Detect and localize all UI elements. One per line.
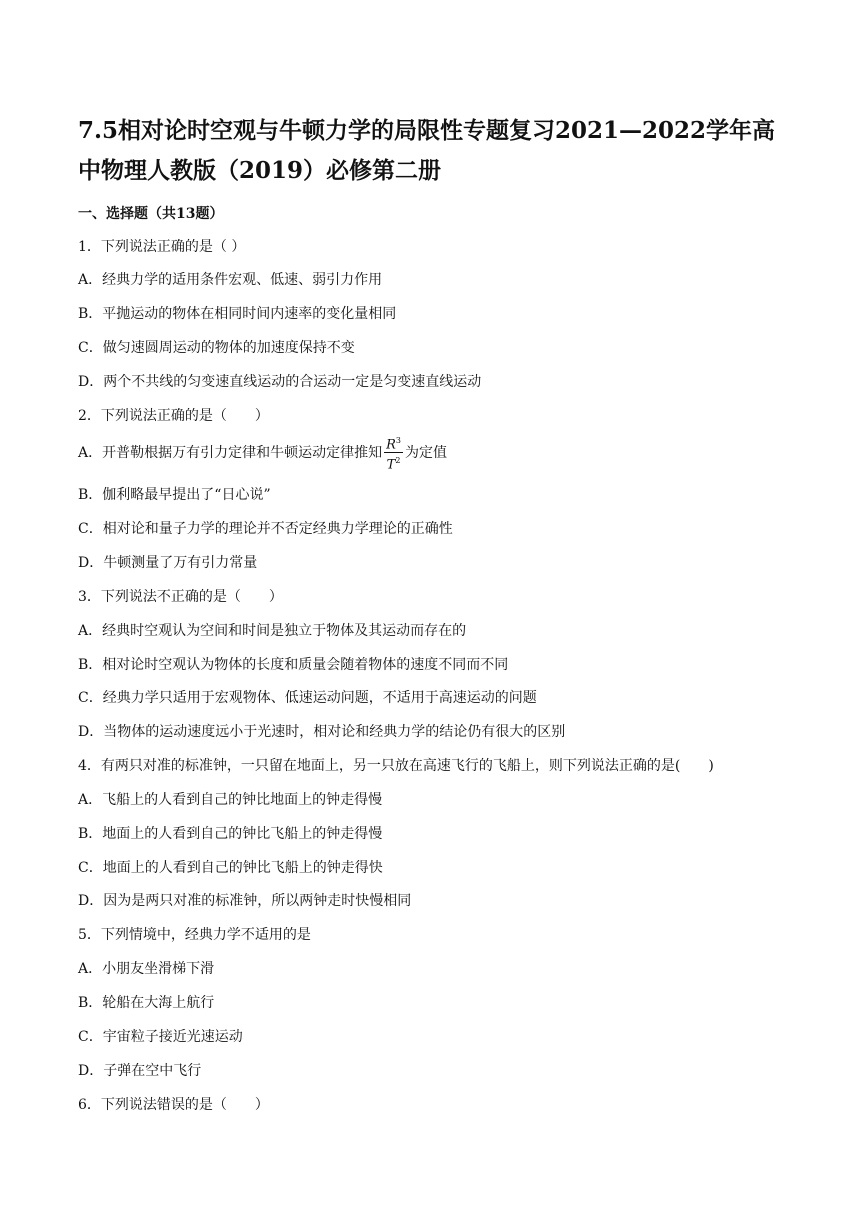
document-title: 7.5相对论时空观与牛顿力学的局限性专题复习2021—2022学年高中物理人教版（2019）必修第二册 [78,117,776,184]
question-3-option-b: B．相对论时空观认为物体的长度和质量会随着物体的速度不同而不同 [78,657,509,673]
question-1-option-a: A．经典力学的适用条件宏观、低速、弱引力作用 [78,272,383,288]
question-1-option-b: B．平抛运动的物体在相同时间内速率的变化量相同 [78,306,397,322]
question-2-option-d: D．牛顿测量了万有引力常量 [78,555,258,571]
question-3-option-a: A．经典时空观认为空间和时间是独立于物体及其运动而存在的 [78,623,467,639]
question-1-stem: 1．下列说法正确的是（ ） [78,239,246,255]
fraction-r3-over-t2 [384,433,403,473]
question-3-option-c: C．经典力学只适用于宏观物体、低速运动问题，不适用于高速运动的问题 [78,690,537,706]
question-4-option-c: C．地面上的人看到自己的钟比飞船上的钟走得快 [78,860,383,876]
question-4-option-a: A．飞船上的人看到自己的钟比地面上的钟走得慢 [78,792,383,808]
question-5-option-b: B．轮船在大海上航行 [78,995,215,1011]
question-5-option-d: D．子弹在空中飞行 [78,1063,202,1079]
fraction-denominator: $T^2$ [386,456,401,473]
question-6-stem: 6．下列说法错误的是（ ） [78,1097,269,1113]
question-2-option-b: B．伽利略最早提出了“日心说” [78,487,271,503]
option-a-text: A．开普勒根据万有引力定律和牛顿运动定律推知 [78,444,383,461]
fraction-numerator: $R^3$ [384,433,403,453]
question-4-stem: 4．有两只对准的标准钟，一只留在地面上，另一只放在高速飞行的飞船上，则下列说法正确的是( ) [78,758,714,774]
question-3-stem: 3．下列说法不正确的是（ ） [78,589,283,605]
question-4-option-d: D．因为是两只对准的标准钟，所以两钟走时快慢相同 [78,893,412,909]
question-2-option-a [78,433,447,473]
question-5-stem: 5．下列情境中，经典力学不适用的是 [78,927,311,943]
question-5-option-a: A．小朋友坐滑梯下滑 [78,961,215,977]
section-heading: 一、选择题（共13题） [78,206,224,222]
question-2-stem: 2．下列说法正确的是（ ） [78,408,269,424]
question-4-option-b: B．地面上的人看到自己的钟比飞船上的钟走得慢 [78,826,383,842]
question-1-option-c: C．做匀速圆周运动的物体的加速度保持不变 [78,340,355,356]
question-5-option-c: C．宇宙粒子接近光速运动 [78,1029,243,1045]
question-1-option-d: D．两个不共线的匀变速直线运动的合运动一定是匀变速直线运动 [78,374,482,390]
option-a-suffix: 为定值 [405,444,447,461]
question-2-option-c: C．相对论和量子力学的理论并不否定经典力学理论的正确性 [78,521,453,537]
question-3-option-d: D．当物体的运动速度远小于光速时，相对论和经典力学的结论仍有很大的区别 [78,724,566,740]
